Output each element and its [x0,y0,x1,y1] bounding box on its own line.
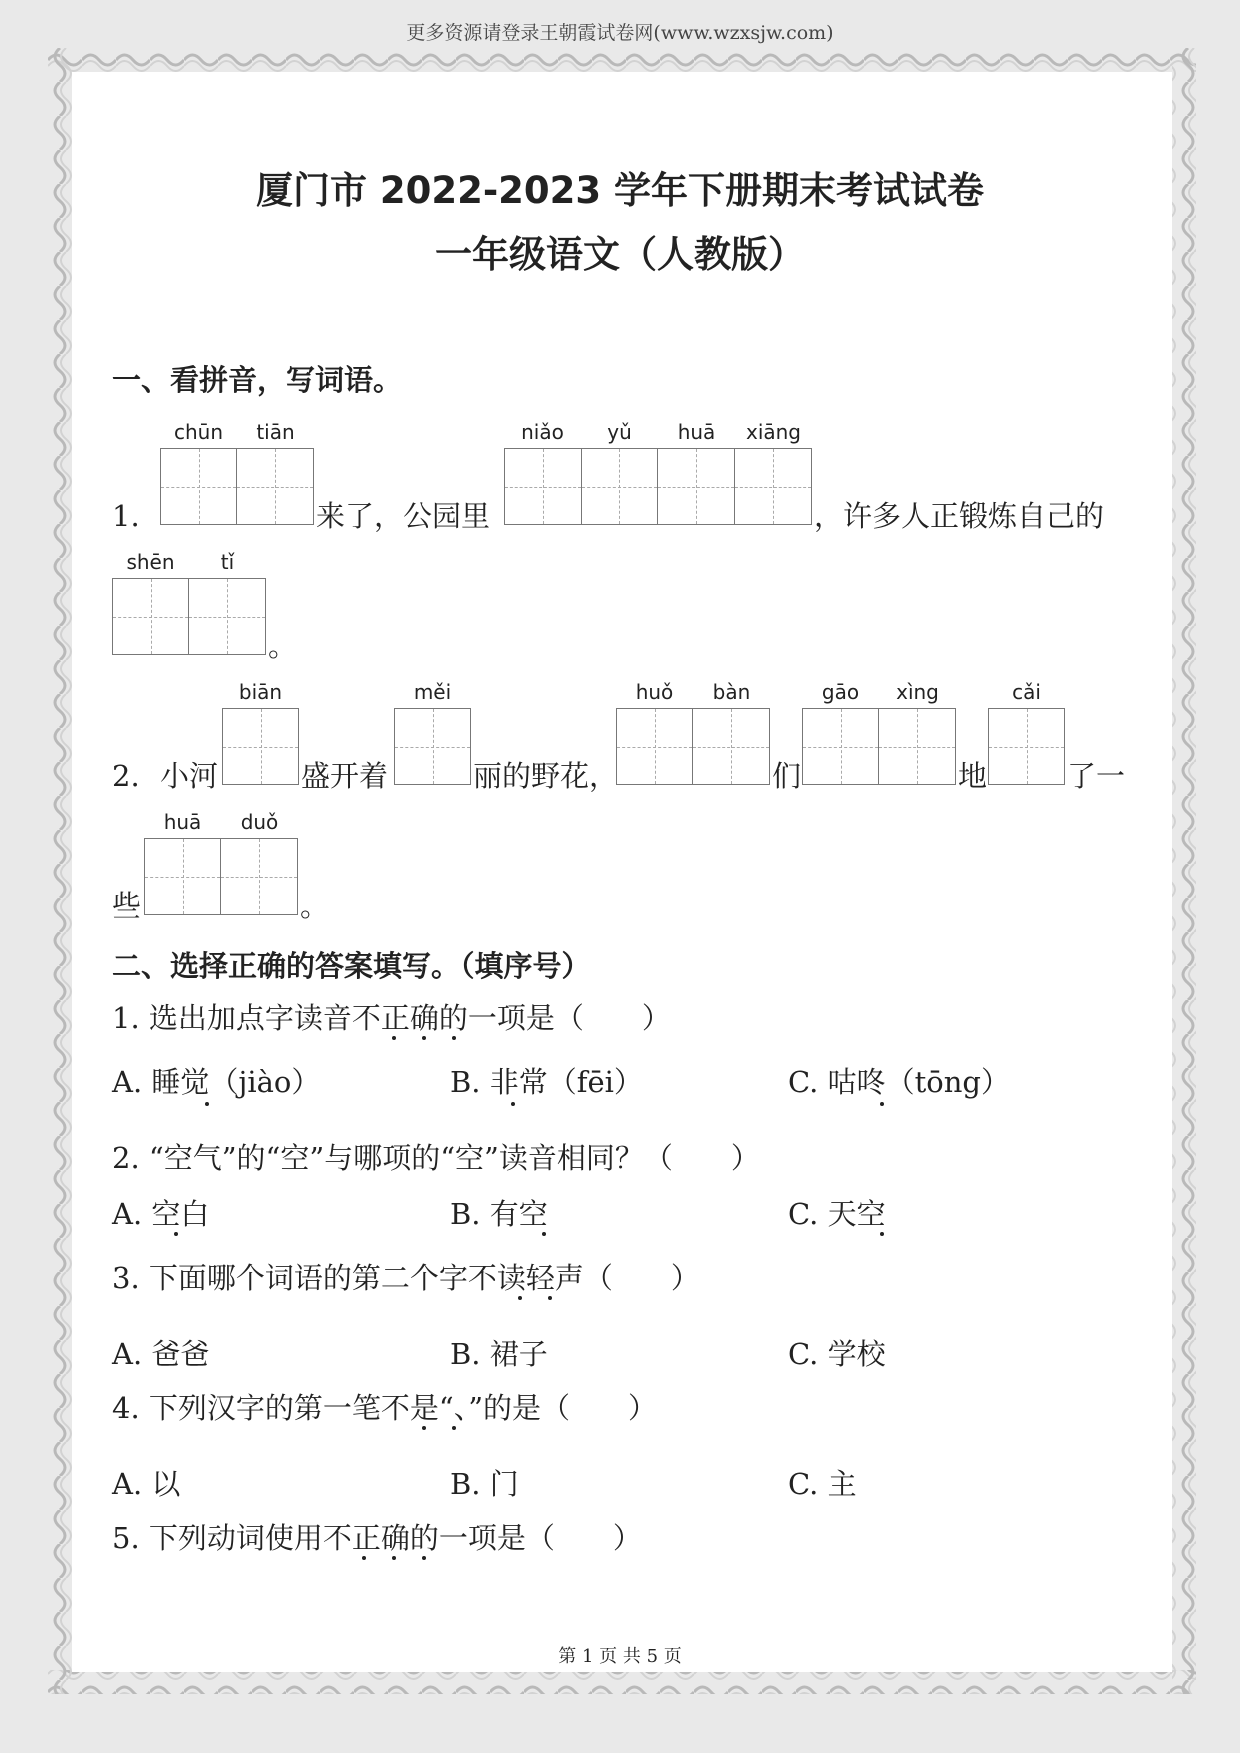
emphasis-dot [392,1036,396,1040]
section1-heading: 一、看拼音，写词语。 [112,363,403,397]
page-footer: 第 1 页 共 5 页 [558,1646,682,1667]
answer-grid[interactable] [988,708,1065,785]
pinyin-label: huā [163,810,202,834]
pinyin-label: huā [677,420,716,444]
q2-text-b: 盛开着 [301,759,389,793]
grid-cell[interactable] [161,449,237,524]
grid-cell[interactable] [221,839,297,914]
answer-grid[interactable] [394,708,471,785]
option-a: A. 空白 [112,1197,210,1231]
q2-text-f: 了一 [1067,759,1126,793]
q2-text-d: 们 [772,759,802,793]
q2-text-c: 丽的野花， [473,759,619,793]
grid-cell[interactable] [735,449,812,524]
answer-grid[interactable] [112,578,266,655]
q2-pinyin-f [144,810,298,834]
option-c: C. 咕咚（tōng） [788,1065,1010,1099]
answer-grid[interactable] [144,838,298,915]
emphasis-dot [422,1036,426,1040]
q1-pinyin-c [112,550,266,574]
pinyin-label: shēn [126,550,175,574]
pinyin-label: xìng [896,680,939,704]
emphasis-dot [548,1296,552,1300]
option-a: A. 睡觉（jiào） [112,1065,321,1099]
q2-number: 2. [112,759,140,793]
q2-text-g: 些 [112,889,142,923]
grid-cell[interactable] [189,579,265,654]
q1-text-a: 来了，公园里 [316,499,491,533]
option-c: C. 天空 [788,1197,886,1231]
answer-grid[interactable] [160,448,314,525]
option-b: B. 有空 [450,1197,548,1231]
option-a: A. 爸爸 [112,1337,210,1371]
question-stem: 1. 选出加点字读音不正确的一项是（ ） [112,1001,671,1035]
pinyin-label: huǒ [635,680,674,704]
pinyin-label: tǐ [220,550,235,574]
q2-pinyin-a [222,680,299,704]
q2-text-h: 。 [300,889,330,923]
answer-grid[interactable] [222,708,299,785]
option-b: B. 门 [450,1467,519,1501]
exam-subtitle: 一年级语文（人教版） [435,233,805,276]
q1-pinyin-a [160,420,314,444]
q2-pinyin-b [394,680,471,704]
q1-number: 1. [112,499,140,533]
grid-cell[interactable] [505,449,582,524]
pinyin-label: cǎi [1012,680,1041,704]
emphasis-dot [452,1426,456,1430]
emphasis-dot [511,1102,515,1106]
grid-cell[interactable] [658,449,735,524]
q2-text-e: 地 [958,759,988,793]
q1-text-b: ，许多人正锻炼自己的 [814,499,1105,533]
pinyin-label: bàn [712,680,751,704]
option-b: B. 非常（fēi） [450,1065,643,1099]
question-stem: 4. 下列汉字的第一笔不是“、”的是（ ） [112,1391,658,1425]
pinyin-label: yǔ [607,420,632,444]
q1-text-c: 。 [268,629,298,663]
question-stem: 5. 下列动词使用不正确的一项是（ ） [112,1521,642,1555]
grid-cell[interactable] [113,579,189,654]
pinyin-label: tiān [256,420,295,444]
emphasis-dot [362,1556,366,1560]
option-c: C. 学校 [788,1337,886,1371]
emphasis-dot [880,1232,884,1236]
grid-cell[interactable] [395,709,470,784]
emphasis-dot [452,1036,456,1040]
emphasis-dot [518,1296,522,1300]
grid-cell[interactable] [803,709,879,784]
pinyin-label: niǎo [521,420,564,444]
exam-title: 厦门市 2022-2023 学年下册期末考试试卷 [255,169,985,212]
q2-pinyin-c [616,680,770,704]
question-stem: 3. 下面哪个词语的第二个字不读轻声（ ） [112,1261,700,1295]
grid-cell[interactable] [582,449,659,524]
question-stem: 2. “空气”的“空”与哪项的“空”读音相同？（ ） [112,1141,760,1175]
pinyin-label: gāo [821,680,860,704]
emphasis-dot [174,1232,178,1236]
q2-text-a: 小河 [160,759,219,793]
emphasis-dot [880,1102,884,1106]
q2-pinyin-e [988,680,1065,704]
pinyin-label: xiāng [745,420,802,444]
emphasis-dot [392,1556,396,1560]
q1-pinyin-b [504,420,812,444]
grid-cell[interactable] [145,839,221,914]
answer-grid[interactable] [616,708,770,785]
grid-cell[interactable] [693,709,769,784]
emphasis-dot [542,1232,546,1236]
answer-grid[interactable] [802,708,956,785]
grid-cell[interactable] [617,709,693,784]
grid-cell[interactable] [223,709,298,784]
emphasis-dot [205,1102,209,1106]
watermark-text: 更多资源请登录王朝霞试卷网(www.wzxsjw.com) [406,22,834,44]
pinyin-label: duǒ [240,810,279,834]
grid-cell[interactable] [237,449,313,524]
option-a: A. 以 [112,1467,181,1501]
grid-cell[interactable] [989,709,1064,784]
pinyin-label: měi [413,680,452,704]
emphasis-dot [422,1426,426,1430]
pinyin-label: chūn [173,420,224,444]
option-b: B. 裙子 [450,1337,548,1371]
section2-heading: 二、选择正确的答案填写。（填序号） [112,949,591,983]
grid-cell[interactable] [879,709,955,784]
pinyin-label: biān [238,680,283,704]
q2-pinyin-d [802,680,956,704]
emphasis-dot [422,1556,426,1560]
option-c: C. 主 [788,1467,857,1501]
answer-grid[interactable] [504,448,812,525]
